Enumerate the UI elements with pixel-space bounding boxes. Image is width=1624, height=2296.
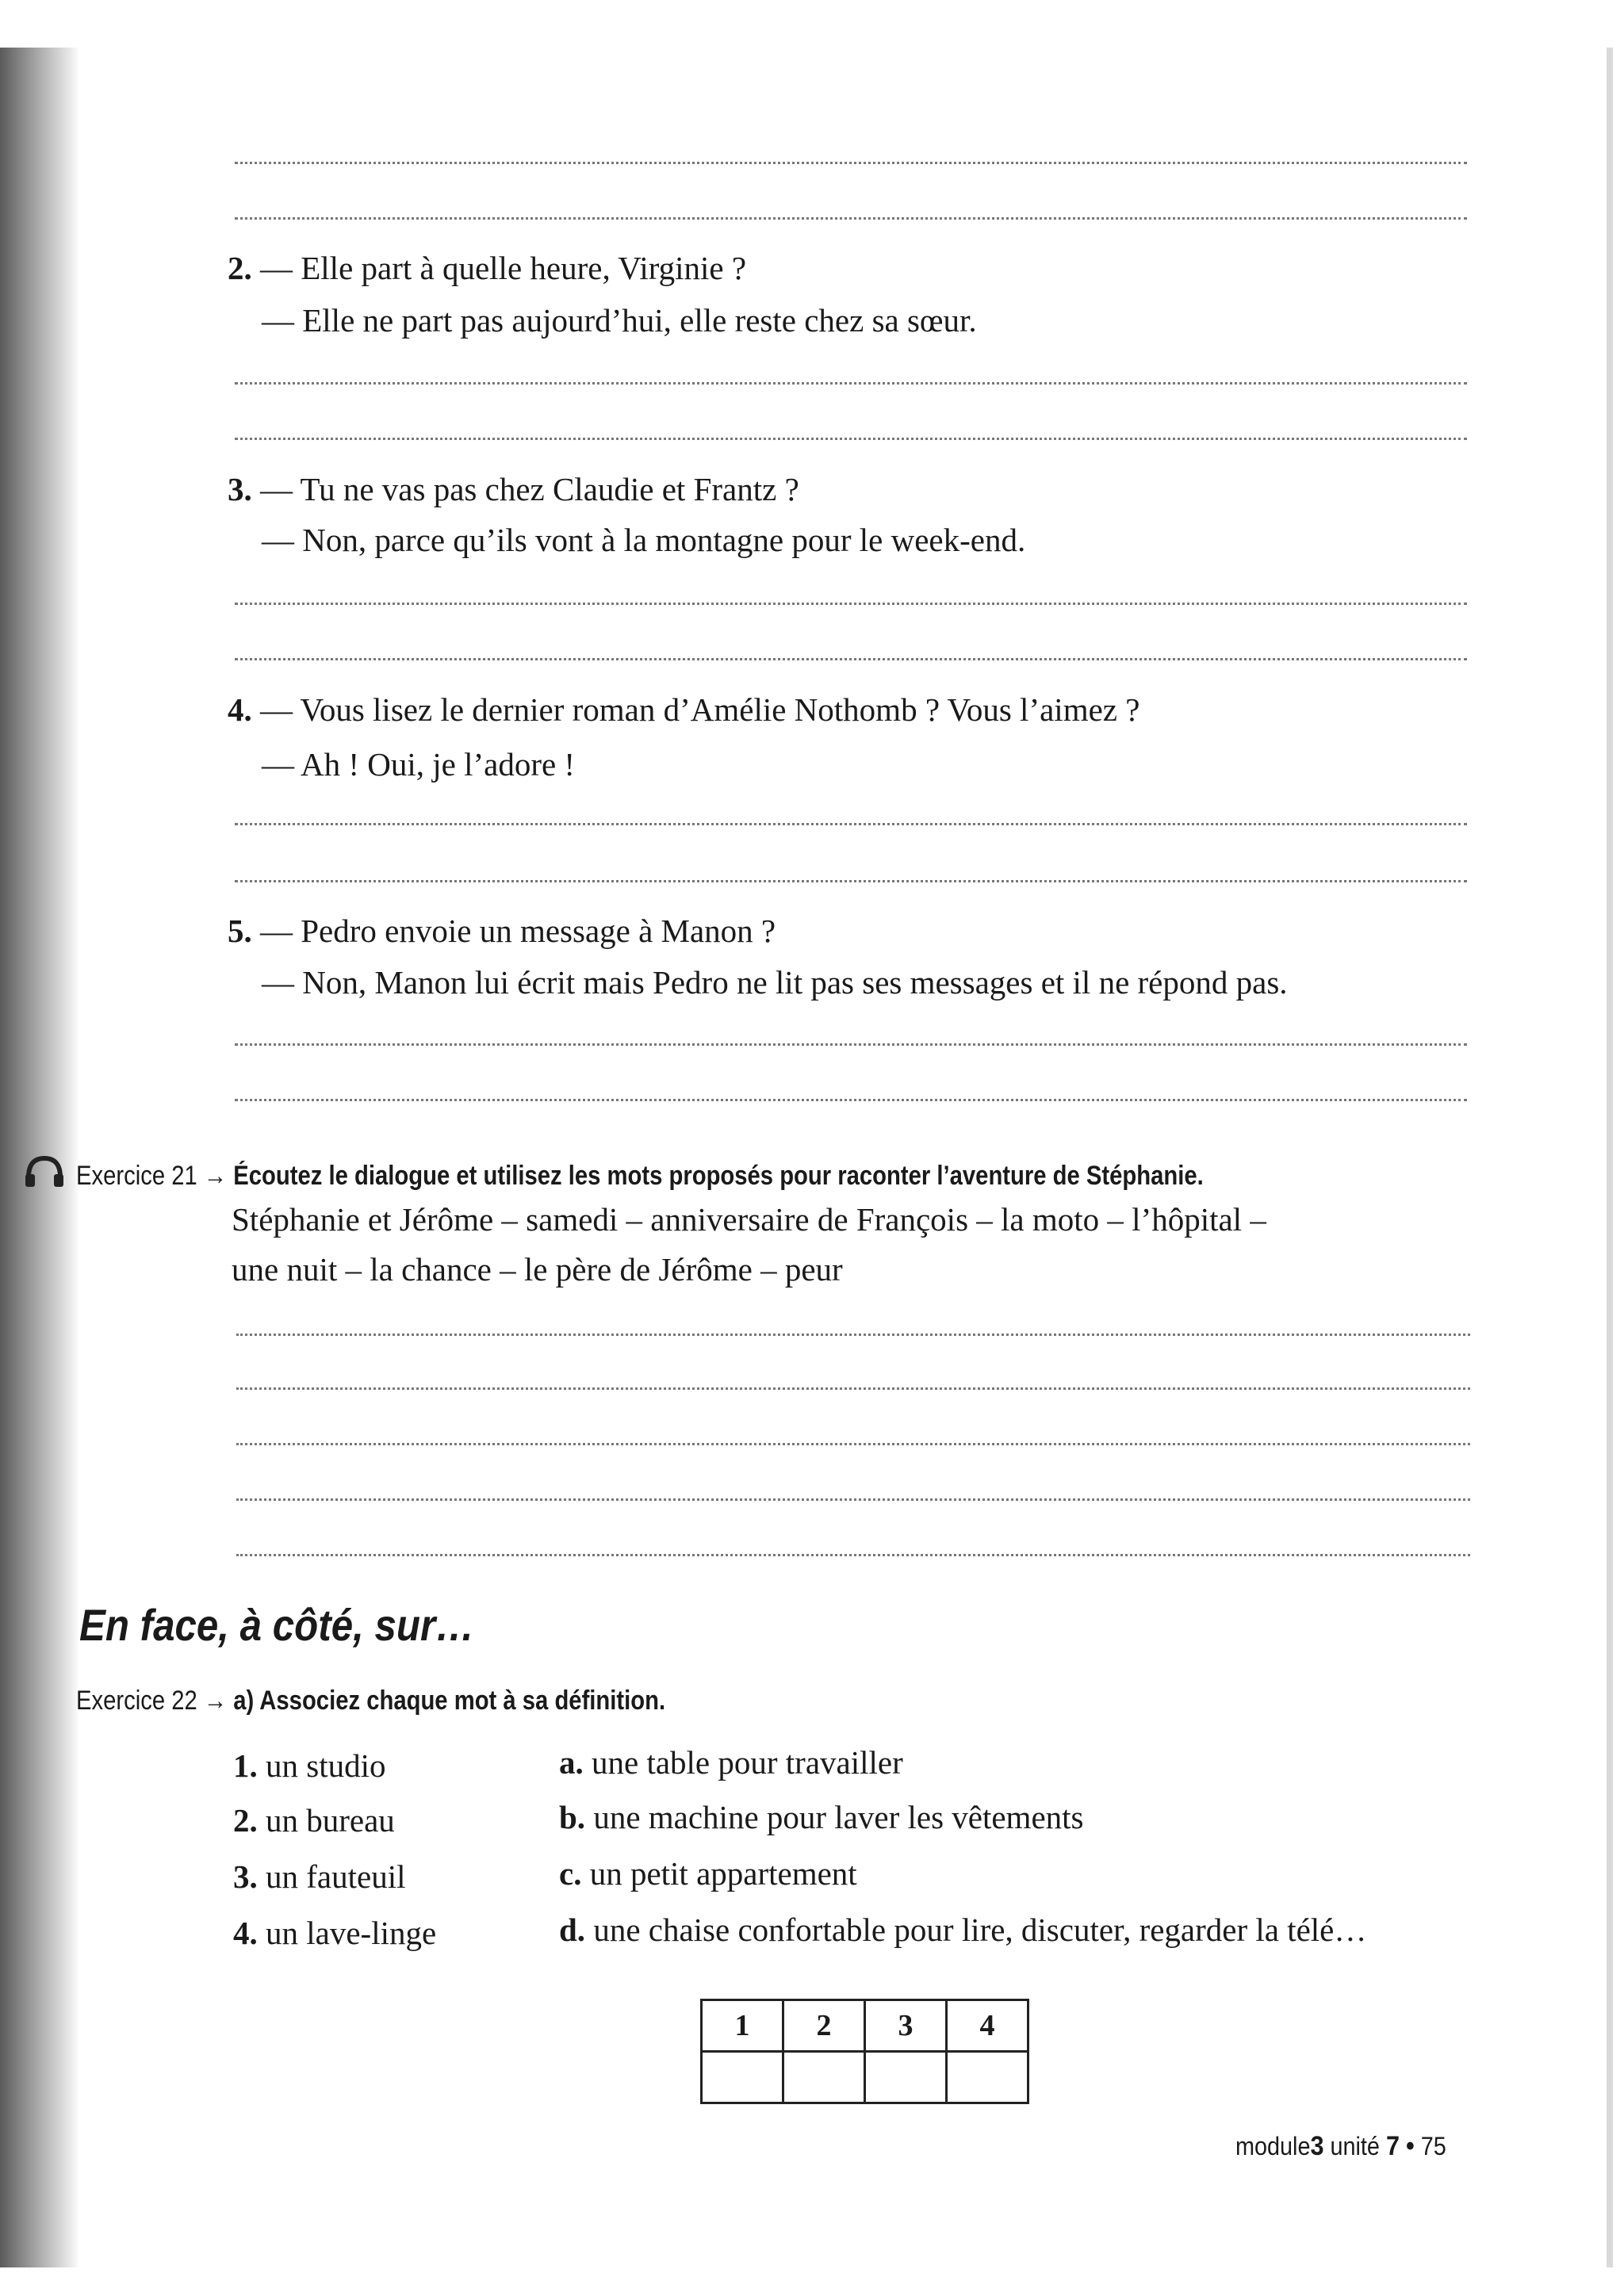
grid-header-cell: 1	[702, 2000, 783, 2052]
definition-item	[559, 1744, 903, 1781]
word-number: 2.	[233, 1802, 258, 1839]
definition-text: une machine pour laver les vêtements	[593, 1799, 1084, 1835]
grid-answer-cell[interactable]	[947, 2052, 1028, 2103]
section-title: En face, à côté, sur…	[79, 1600, 475, 1650]
page-number: 75	[1420, 2132, 1446, 2160]
definition-item	[559, 1801, 1084, 1834]
dialogue-5-line-1	[228, 915, 776, 947]
answer-line[interactable]	[235, 880, 1467, 882]
dialogue-4-line-1	[228, 691, 1140, 728]
answer-line[interactable]	[235, 1043, 1467, 1046]
word-text: un fauteuil	[266, 1858, 406, 1895]
dialogue-number: 4.	[228, 691, 252, 728]
answer-line[interactable]	[235, 438, 1467, 440]
exercise-instruction: Écoutez le dialogue et utilisez les mots proposés pour raconter l’aventure de Stéphanie.	[233, 1161, 1204, 1191]
answer-line[interactable]	[236, 1334, 1470, 1336]
answer-line[interactable]	[236, 1387, 1470, 1390]
answer-line[interactable]	[235, 658, 1467, 660]
answer-line[interactable]	[235, 1099, 1467, 1101]
word-item	[233, 1747, 386, 1784]
exercise-label: Exercice 22	[76, 1686, 197, 1716]
dialogue-number: 3.	[228, 471, 252, 507]
answer-line[interactable]	[236, 1498, 1470, 1501]
definition-item	[559, 1855, 857, 1892]
word-item	[233, 1917, 436, 1950]
grid-answer-cell[interactable]	[783, 2052, 865, 2103]
answer-line[interactable]	[235, 162, 1467, 164]
exercise-instruction: a) Associez chaque mot à sa définition.	[233, 1686, 666, 1716]
answer-line[interactable]	[236, 1443, 1470, 1445]
definition-item	[559, 1911, 1367, 1948]
dialogue-3-line-1	[228, 473, 799, 506]
footer-unit-number: 7	[1385, 2131, 1400, 2161]
dialogue-number: 5.	[228, 913, 252, 949]
answer-grid	[700, 1999, 1029, 2104]
dialogue-number: 2.	[228, 250, 252, 286]
definition-letter: b.	[559, 1799, 586, 1835]
footer-module-word: module	[1235, 2132, 1311, 2160]
definition-letter: a.	[559, 1744, 584, 1781]
footer-bullet: •	[1405, 2131, 1415, 2161]
word-number: 3.	[233, 1858, 258, 1895]
grid-header-cell: 3	[865, 2000, 947, 2052]
definition-letter: d.	[559, 1911, 586, 1948]
grid-header-cell: 2	[783, 2000, 865, 2052]
dialogue-text: — Tu ne vas pas chez Claudie et Frantz ?	[260, 471, 799, 507]
word-text: un lave-linge	[266, 1915, 437, 1951]
arrow-icon: →	[203, 1161, 228, 1191]
answer-grid-header-row	[702, 2000, 1028, 2052]
dialogue-3-line-2: — Non, parce qu’ils vont à la montagne pour le week-end.	[262, 522, 1026, 558]
footer-module-number: 3	[1310, 2131, 1324, 2161]
footer-unit-word: unité	[1330, 2132, 1380, 2160]
page-edge	[1607, 48, 1613, 2267]
dialogue-2-line-2: — Elle ne part pas aujourd’hui, elle reste chez sa sœur.	[262, 302, 977, 339]
answer-line[interactable]	[235, 382, 1467, 385]
answer-line[interactable]	[235, 823, 1467, 825]
dialogue-text: — Elle part à quelle heure, Virginie ?	[260, 250, 747, 286]
word-item	[233, 1858, 406, 1895]
grid-answer-cell[interactable]	[865, 2052, 947, 2103]
word-number: 4.	[233, 1915, 258, 1951]
word-item	[233, 1804, 395, 1837]
word-text: un bureau	[266, 1802, 395, 1839]
exercise-21-words-line-1: Stéphanie et Jérôme – samedi – anniversaire de François – la moto – l’hôpital –	[232, 1201, 1266, 1238]
headphones-icon	[24, 1154, 65, 1188]
definition-text: une chaise confortable pour lire, discuter, regarder la télé…	[593, 1911, 1367, 1948]
definition-text: un petit appartement	[589, 1855, 857, 1892]
answer-line[interactable]	[235, 603, 1467, 605]
exercise-label: Exercice 21	[76, 1161, 197, 1191]
dialogue-5-line-2: — Non, Manon lui écrit mais Pedro ne lit pas ses messages et il ne répond pas.	[262, 964, 1288, 1001]
word-text: un studio	[266, 1747, 386, 1784]
exercise-21-words-line-2: une nuit – la chance – le père de Jérôme – peur	[232, 1251, 843, 1288]
dialogue-4-line-2: — Ah ! Oui, je l’adore !	[262, 746, 576, 783]
dialogue-text: — Pedro envoie un message à Manon ?	[260, 913, 776, 949]
grid-answer-cell[interactable]	[702, 2052, 783, 2103]
definition-letter: c.	[559, 1855, 582, 1892]
exercise-22-header	[76, 1687, 665, 1714]
answer-line[interactable]	[235, 217, 1467, 220]
answer-grid-input-row	[702, 2052, 1028, 2103]
word-number: 1.	[233, 1747, 258, 1784]
exercise-21-header	[76, 1162, 1204, 1189]
dialogue-2-line-1	[228, 252, 746, 285]
answer-line[interactable]	[236, 1554, 1470, 1556]
grid-header-cell: 4	[947, 2000, 1028, 2052]
page-footer	[1235, 2131, 1446, 2162]
definition-text: une table pour travailler	[592, 1744, 903, 1781]
arrow-icon: →	[203, 1686, 228, 1716]
dialogue-text: — Vous lisez le dernier roman d’Amélie Nothomb ? Vous l’aimez ?	[260, 691, 1140, 728]
